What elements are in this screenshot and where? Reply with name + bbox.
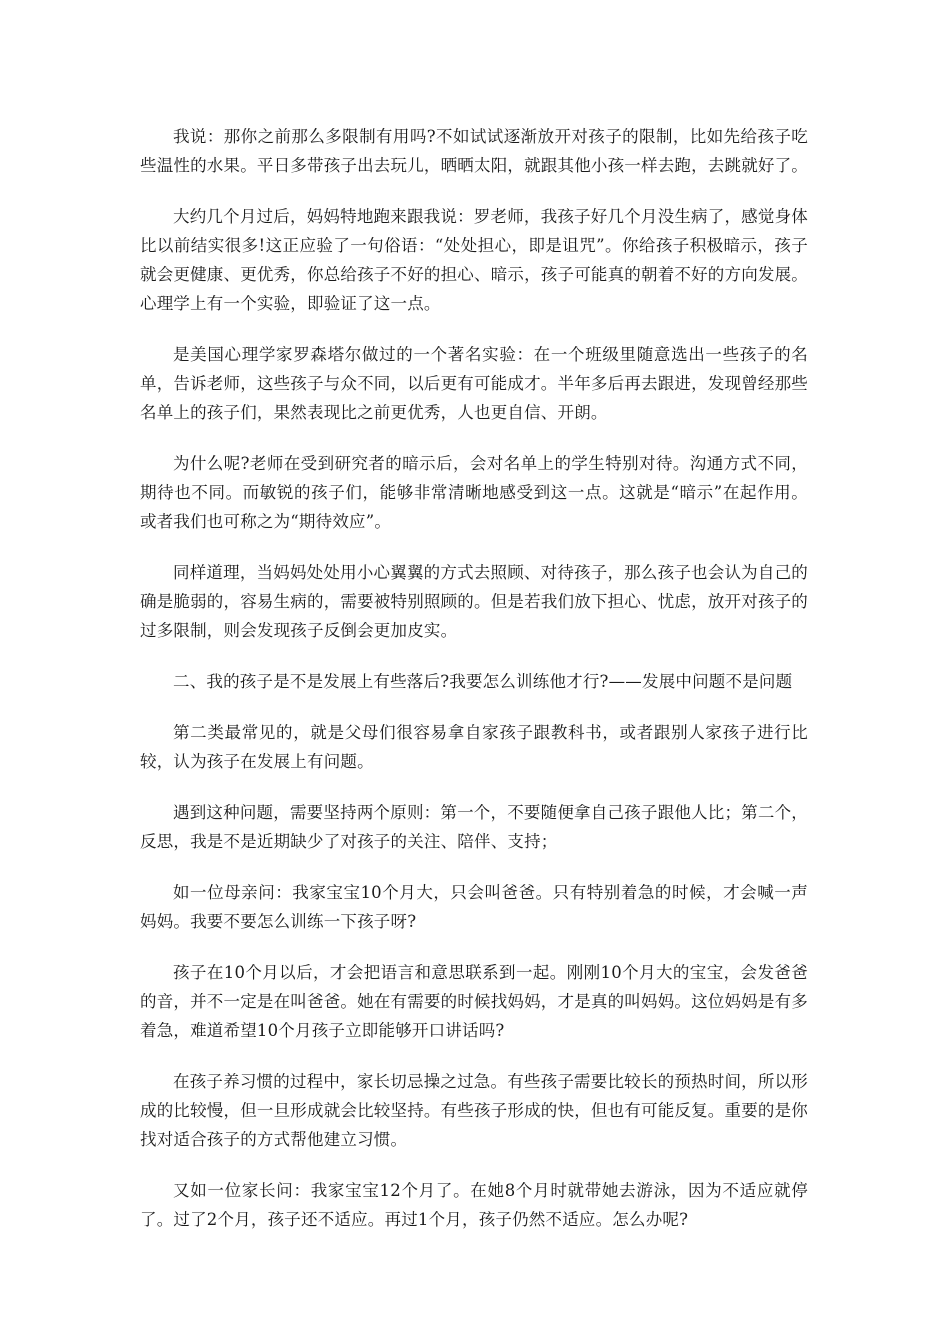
paragraph-11: 在孩子养习惯的过程中，家长切忌操之过急。有些孩子需要比较长的预热时间，所以形成的比较慢，但一旦形成就会比较坚持。有些孩子形成的快，但也有可能反复。重要的是你找对适合孩子的方式帮他建立习惯。 — [140, 1072, 808, 1149]
paragraph-8: 遇到这种问题，需要坚持两个原则：第一个，不要随便拿自己孩子跟他人比；第二个，反思，我是不是近期缺少了对孩子的关注、陪伴、支持； — [140, 803, 808, 851]
paragraph-10: 孩子在10个月以后，才会把语言和意思联系到一起。刚刚10个月大的宝宝，会发爸爸的音，并不一定是在叫爸爸。她在有需要的时候找妈妈，才是真的叫妈妈。这位妈妈是有多着急，难道希望10个月孩子立即能够开口讲话吗? — [140, 963, 808, 1040]
paragraph-3: 是美国心理学家罗森塔尔做过的一个著名实验：在一个班级里随意选出一些孩子的名单，告诉老师，这些孩子与众不同，以后更有可能成才。半年多后再去跟进，发现曾经那些名单上的孩子们，果然表现比之前更优秀，人也更自信、开朗。 — [140, 345, 808, 422]
paragraph-2: 大约几个月过后，妈妈特地跑来跟我说：罗老师，我孩子好几个月没生病了，感觉身体比以前结实很多!这正应验了一句俗语：“处处担心，即是诅咒”。你给孩子积极暗示，孩子就会更健康、更优秀，你总给孩子不好的担心、暗示，孩子可能真的朝着不好的方向发展。心理学上有一个实验，即验证了这一点。 — [140, 207, 808, 313]
document-page — [140, 122, 808, 1256]
paragraph-9: 如一位母亲问：我家宝宝10个月大，只会叫爸爸。只有特别着急的时候，才会喊一声妈妈。我要不要怎么训练一下孩子呀? — [140, 883, 808, 931]
paragraph-4: 为什么呢?老师在受到研究者的暗示后，会对名单上的学生特别对待。沟通方式不同，期待也不同。而敏锐的孩子们，能够非常清晰地感受到这一点。这就是“暗示”在起作用。或者我们也可称之为“期待效应”。 — [140, 454, 808, 531]
paragraph-7: 第二类最常见的，就是父母们很容易拿自家孩子跟教科书，或者跟别人家孩子进行比较，认为孩子在发展上有问题。 — [140, 723, 808, 771]
paragraph-12: 又如一位家长问：我家宝宝12个月了。在她8个月时就带她去游泳，因为不适应就停了。过了2个月，孩子还不适应。再过1个月，孩子仍然不适应。怎么办呢? — [140, 1181, 808, 1229]
paragraph-5: 同样道理，当妈妈处处用小心翼翼的方式去照顾、对待孩子，那么孩子也会认为自己的确是脆弱的，容易生病的，需要被特别照顾的。但是若我们放下担心、忧虑，放开对孩子的过多限制，则会发现孩子反倒会更加皮实。 — [140, 563, 808, 640]
paragraph-1: 我说：那你之前那么多限制有用吗?不如试试逐渐放开对孩子的限制，比如先给孩子吃些温性的水果。平日多带孩子出去玩儿，晒晒太阳，就跟其他小孩一样去跑，去跳就好了。 — [140, 127, 808, 175]
section-heading-2: 二、我的孩子是不是发展上有些落后?我要怎么训练他才行?——发展中问题不是问题 — [173, 672, 793, 691]
